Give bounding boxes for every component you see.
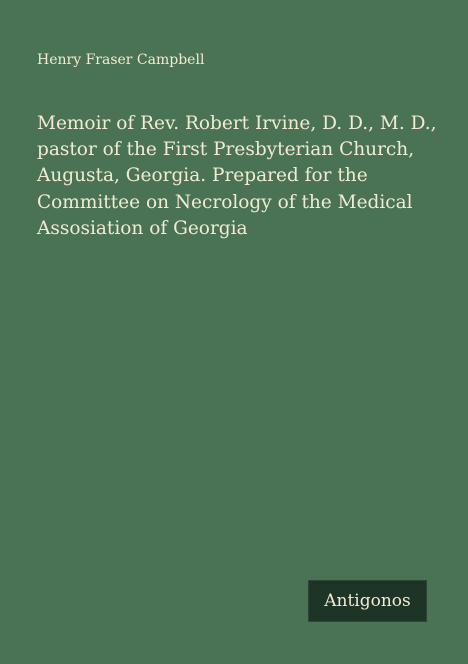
publisher-name: Antigonos — [324, 591, 411, 611]
author-name: Henry Fraser Campbell — [37, 52, 205, 68]
book-title: Memoir of Rev. Robert Irvine, D. D., M. D., pastor of the First Presbyterian Church, Augusta, Georgia. Prepared for the Committee on Necrology of the Medical Assosiation of Georgia — [37, 113, 437, 239]
publisher-badge — [308, 580, 427, 622]
